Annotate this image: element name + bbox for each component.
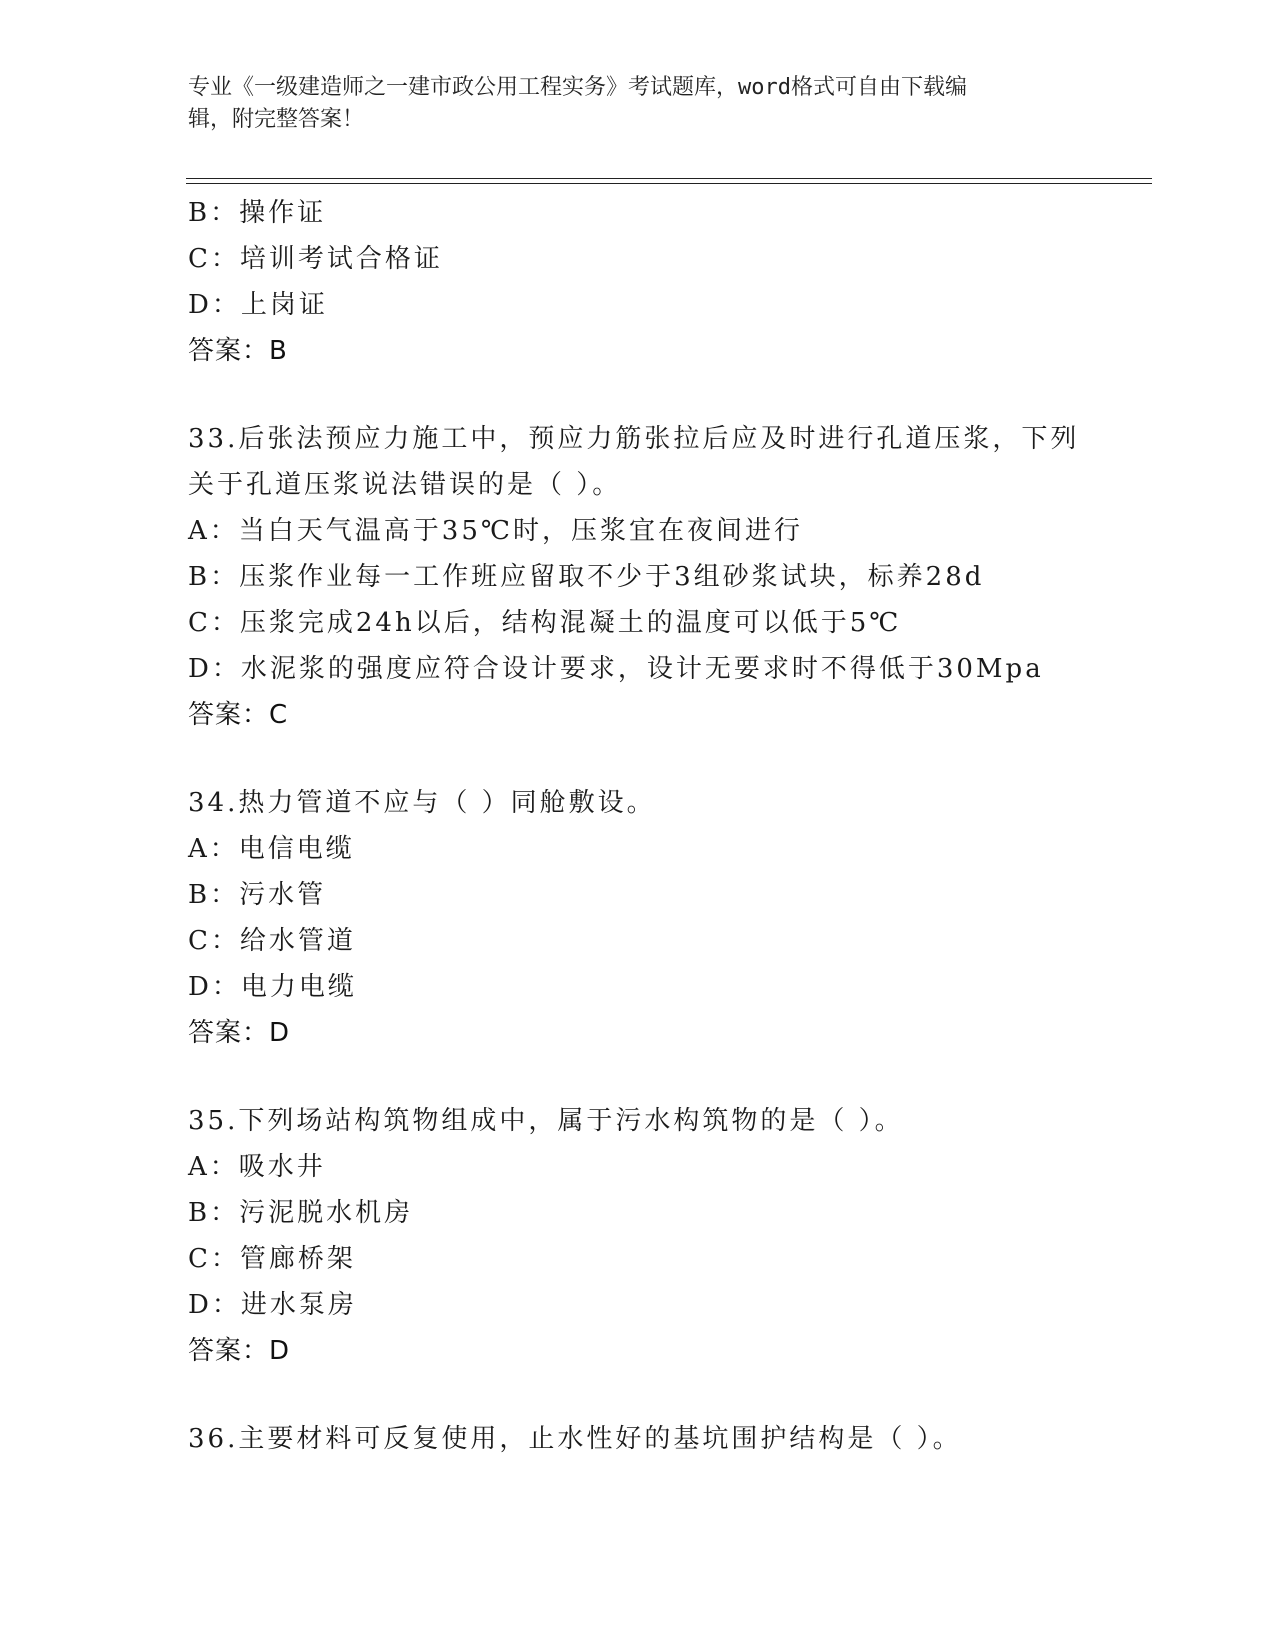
header-rule-top: [186, 178, 1152, 179]
option-d: D：上岗证: [188, 290, 328, 320]
option-b: B：污泥脱水机房: [188, 1198, 414, 1228]
answer: 答案：C: [188, 700, 289, 730]
option-d: D：水泥浆的强度应符合设计要求，设计无要求时不得低于30Mpa: [188, 654, 1044, 684]
question-36: [188, 1416, 1138, 1462]
option-c: C：压浆完成24h以后，结构混凝土的温度可以低于5℃: [188, 608, 902, 638]
answer: 答案：B: [188, 336, 288, 366]
spacer: [188, 738, 1138, 780]
question-stem: 33.后张法预应力施工中，预应力筋张拉后应及时进行孔道压浆，下列: [188, 424, 1080, 454]
header-line-1: 专业《一级建造师之一建市政公用工程实务》考试题库，word格式可自由下载编: [188, 75, 967, 100]
option-c: C：管廊桥架: [188, 1244, 356, 1274]
question-32-tail: [188, 190, 1138, 374]
answer: 答案：D: [188, 1336, 291, 1366]
question-33: [188, 416, 1138, 738]
option-c: C：培训考试合格证: [188, 244, 443, 274]
question-stem: 35.下列场站构筑物组成中，属于污水构筑物的是（ ）。: [188, 1106, 904, 1136]
spacer: [188, 374, 1138, 416]
answer: 答案：D: [188, 1018, 291, 1048]
option-a: A：电信电缆: [188, 834, 355, 864]
spacer: [188, 1374, 1138, 1416]
question-stem: 34.热力管道不应与（ ）同舱敷设。: [188, 788, 656, 818]
spacer: [188, 1056, 1138, 1098]
option-c: C：给水管道: [188, 926, 356, 956]
document-header: [188, 72, 1068, 136]
option-b: B：压浆作业每一工作班应留取不少于3组砂浆试块，标养28d: [188, 562, 985, 592]
header-rule-bottom: [186, 183, 1152, 184]
question-stem-continued: 关于孔道压浆说法错误的是（ ）。: [188, 470, 622, 500]
question-stem: 36.主要材料可反复使用，止水性好的基坑围护结构是（ ）。: [188, 1424, 962, 1454]
question-35: [188, 1098, 1138, 1374]
option-a: A：吸水井: [188, 1152, 326, 1182]
question-list: [188, 190, 1138, 1462]
option-b: B：污水管: [188, 880, 327, 910]
option-a: A：当白天气温高于35℃时，压浆宜在夜间进行: [188, 516, 803, 546]
option-b: B：操作证: [188, 198, 327, 228]
option-d: D：进水泵房: [188, 1290, 357, 1320]
question-34: [188, 780, 1138, 1056]
option-d: D：电力电缆: [188, 972, 357, 1002]
header-line-2: 辑，附完整答案！: [188, 107, 365, 132]
